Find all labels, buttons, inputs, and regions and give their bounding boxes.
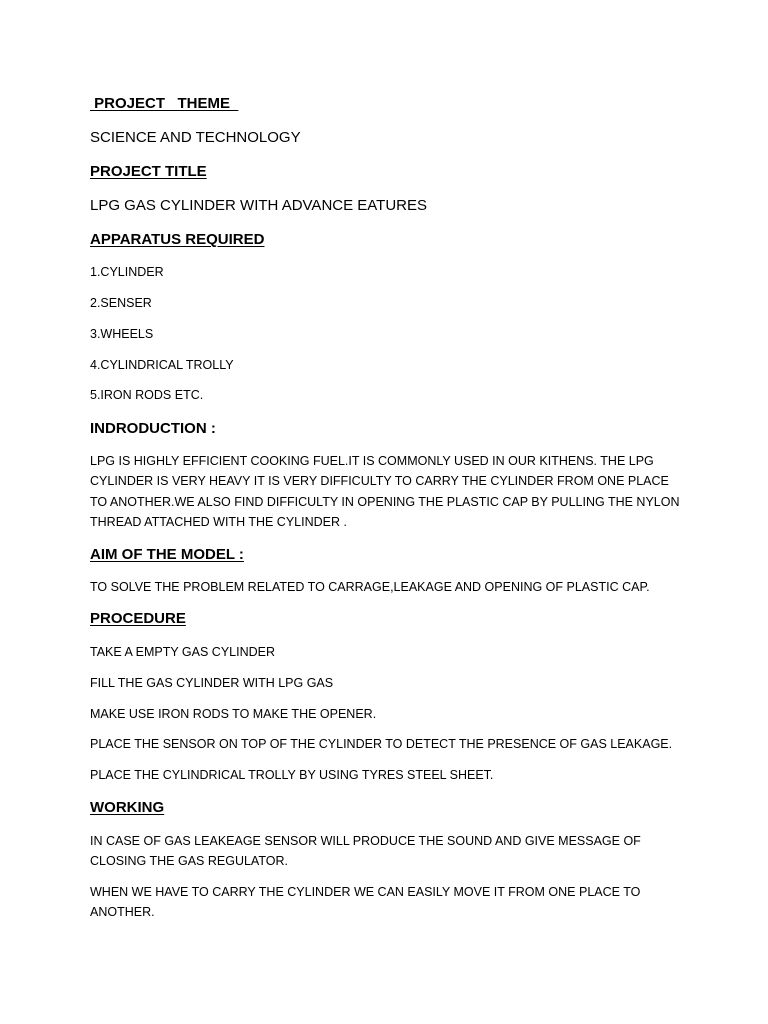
aim-heading: AIM OF THE MODEL : [90,546,244,563]
aim-paragraph: TO SOLVE THE PROBLEM RELATED TO CARRAGE,LEAKAGE AND OPENING OF PLASTIC CAP. [90,580,650,594]
procedure-step: FILL THE GAS CYLINDER WITH LPG GAS [90,676,334,690]
apparatus-item: 3.WHEELS [90,327,154,341]
apparatus-heading: APPARATUS REQUIRED [90,231,265,248]
project-title-value: LPG GAS CYLINDER WITH ADVANCE EATURES [90,197,428,214]
procedure-step: MAKE USE IRON RODS TO MAKE THE OPENER. [90,707,377,721]
procedure-step: PLACE THE SENSOR ON TOP OF THE CYLINDER TO DETECT THE PRESENCE OF GAS LEAKAGE. [90,737,673,751]
apparatus-item: 2.SENSER [90,296,152,310]
project-title-heading: PROJECT TITLE [90,163,207,180]
procedure-step: PLACE THE CYLINDRICAL TROLLY BY USING TYRES STEEL SHEET. [90,768,494,782]
working-paragraph: IN CASE OF GAS LEAKEAGE SENSOR WILL PRODUCE THE SOUND AND GIVE MESSAGE OF CLOSING THE GAS REGULATOR. [90,834,641,869]
apparatus-item: 1.CYLINDER [90,265,164,279]
apparatus-item: 5.IRON RODS ETC. [90,388,204,402]
project-theme-value: SCIENCE AND TECHNOLOGY [90,129,301,146]
working-paragraph: WHEN WE HAVE TO CARRY THE CYLINDER WE CAN EASILY MOVE IT FROM ONE PLACE TO ANOTHER. [90,885,641,920]
procedure-heading: PROCEDURE [90,610,186,627]
introduction-heading: INDRODUCTION : [90,420,216,437]
procedure-step: TAKE A EMPTY GAS CYLINDER [90,645,276,659]
introduction-paragraph: LPG IS HIGHLY EFFICIENT COOKING FUEL.IT IS COMMONLY USED IN OUR KITHENS. THE LPG CYLINDER IS VERY HEAVY IT IS VERY DIFFICULTY TO CARRY THE CYLINDER FROM ONE PLACE TO ANOTHER.WE ALSO FIND DIFFICULTY IN OPENING THE PLASTIC CAP BY PULLING THE NYLON THREAD ATTACHED WITH THE CYLINDER . [90,454,680,529]
working-heading: WORKING [90,799,165,816]
apparatus-item: 4.CYLINDRICAL TROLLY [90,358,234,372]
project-theme-heading: PROJECT THEME [90,95,239,112]
